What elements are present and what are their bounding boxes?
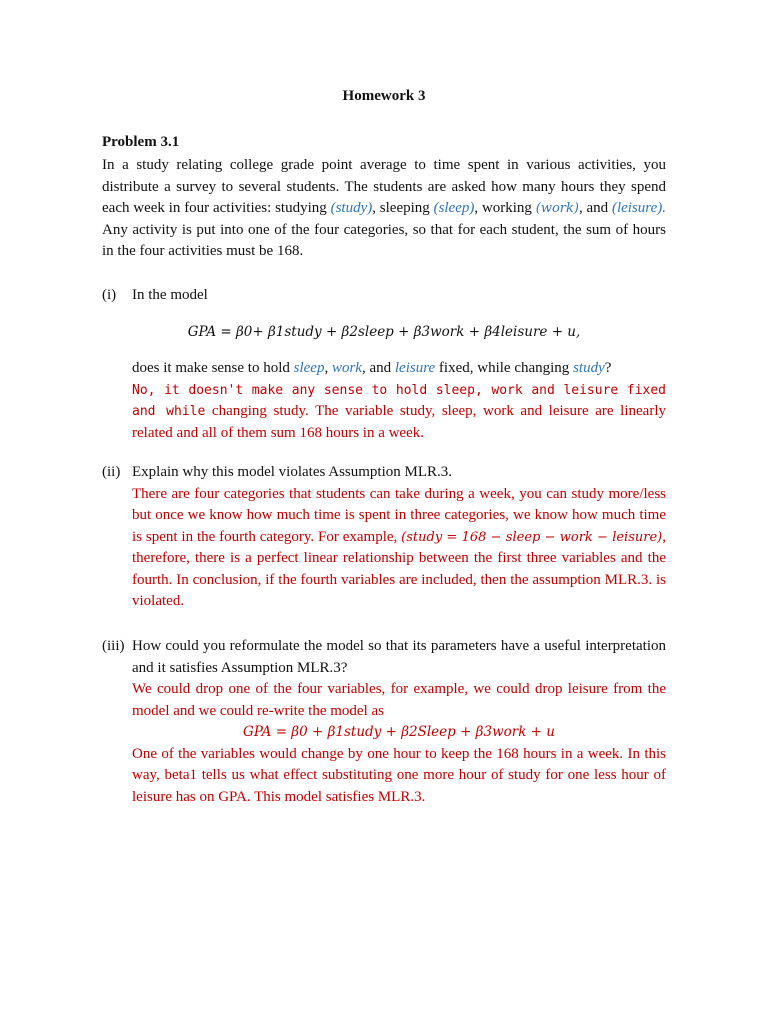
intro-text: In a study relating college grade point average to time spent in various activities, you distribute a survey to several students. The students are asked how many hours they spend each week in four activities: studying (102, 157, 666, 216)
problem-heading: Problem 3.1 (102, 134, 180, 150)
question-text: ? (604, 360, 612, 376)
study-term: study (573, 360, 605, 376)
answer-math: (study = 168 − sleep − work − leisure) (401, 529, 663, 545)
work-term: (work) (535, 201, 579, 216)
part-iii-answer-1: We could drop one of the four variables, for example, we could drop leisure from the model and we could re-write the model as (132, 681, 666, 719)
question-text: does it make sense to hold (132, 360, 294, 376)
intro-text: , sleeping (372, 200, 434, 216)
answer-text: There are four categories that students can take during a week, you can study more/less but once we know how much time is spent in three categories, we know how much time is spent in the fourth category. For example, (132, 485, 666, 545)
question-text: , (324, 360, 332, 376)
part-i-question (132, 358, 666, 380)
intro-text: , working (474, 200, 536, 216)
part-i-number: (i) (102, 287, 117, 303)
answer-text: , therefore, there is a perfect linear relationship between the first three variables and the fourth. In conclusion, if the fourth variables are included, then the assumption MLR.3. is violated. (132, 528, 666, 609)
part-ii-answer (132, 484, 666, 613)
part-iii-body (132, 636, 666, 808)
answer-text: changing study. The variable study, sleep, work and leisure are linearly related and all of them sum 168 hours in a week. (132, 403, 666, 441)
sleep-term: (sleep) (433, 200, 475, 216)
question-text: , and (361, 360, 395, 376)
part-i-equation: GPA = β0+ β1study + β2sleep + β3work + β4leisure + u, (187, 323, 581, 340)
problem-intro (102, 155, 666, 263)
question-text: fixed, while changing (435, 360, 574, 376)
part-ii-question: Explain why this model violates Assumption MLR.3. (132, 464, 452, 480)
part-ii-body (132, 462, 666, 613)
part-i-body (132, 285, 666, 444)
part-iii-answer-2: One of the variables would change by one hour to keep the 168 hours in a week. In this way, beta1 tells us what effect substituting one more hour of study for one less hour of leisure has on GPA. This model satisfies MLR.3. (132, 745, 666, 805)
work-term: work (331, 360, 362, 376)
leisure-term: leisure (394, 360, 436, 376)
intro-text: , and (578, 200, 612, 216)
part-iii-number: (iii) (102, 638, 125, 654)
sleep-term: sleep (293, 360, 325, 376)
part-iii-question: How could you reformulate the model so that its parameters have a useful interpretation and it satisfies Assumption MLR.3? (132, 638, 666, 676)
part-i (102, 285, 666, 445)
part-ii (102, 462, 666, 617)
leisure-term: (leisure). (611, 200, 666, 216)
part-iii-equation: GPA = β0 + β1study + β2Sleep + β3work + u (243, 724, 555, 740)
part-ii-number: (ii) (102, 464, 121, 480)
study-term: (study) (330, 200, 373, 216)
intro-text: Any activity is put into one of the four categories, so that for each student, the sum of hours in the four activities must be 168. (102, 221, 666, 259)
part-iii (102, 636, 666, 816)
answer-text: No, it doesn't make any sense to hold sleep, work and leisure fixed and while (132, 382, 666, 419)
part-i-answer (132, 380, 666, 445)
part-i-lead: In the model (132, 287, 208, 303)
document-title: Homework 3 (342, 88, 426, 104)
